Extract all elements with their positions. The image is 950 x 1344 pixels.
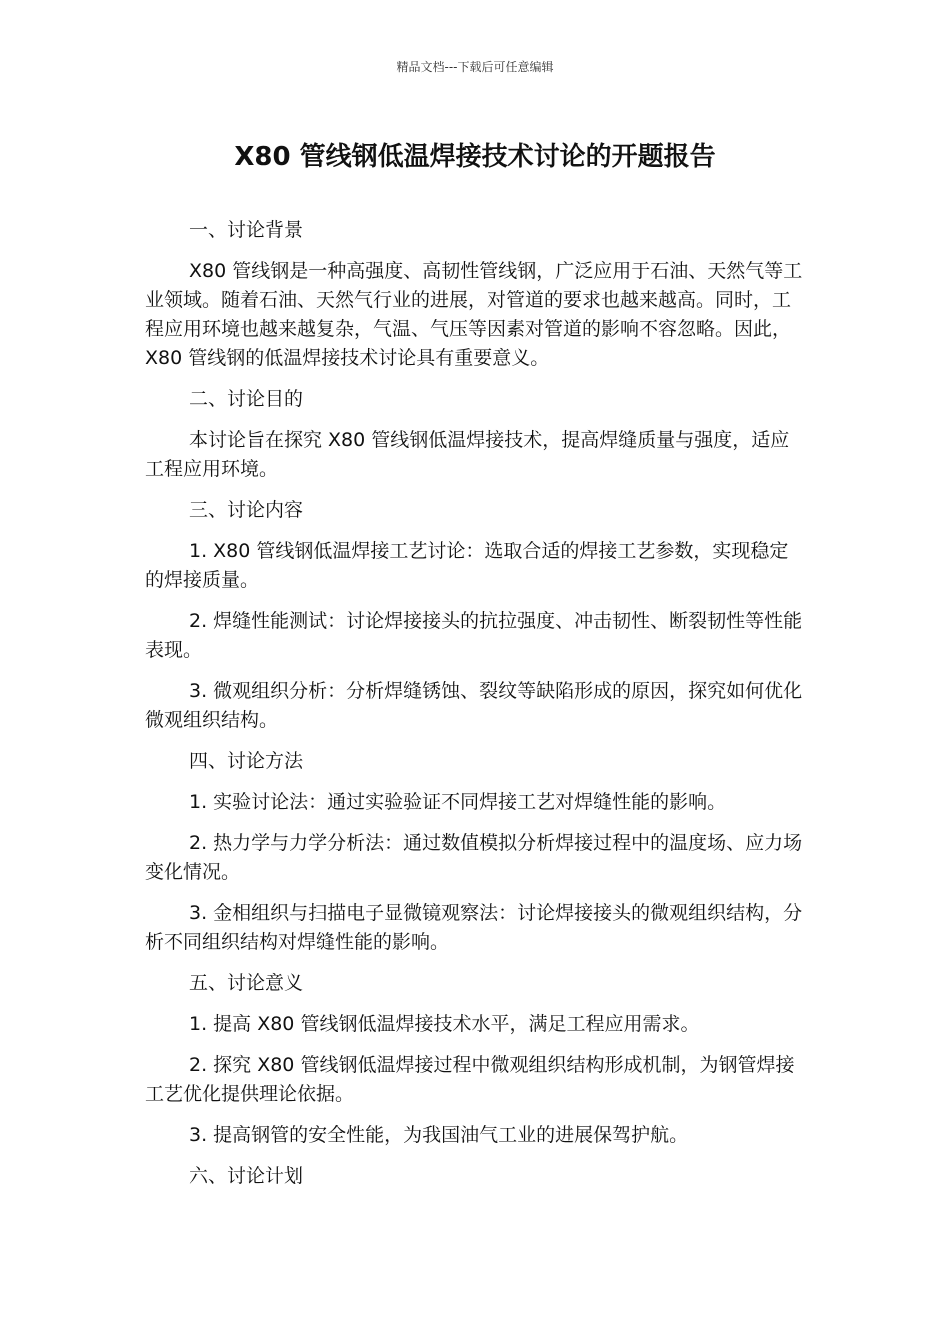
section-heading-methods: 四、讨论方法 (189, 750, 304, 772)
paragraph-significance-item-1: 1. 提高 X80 管线钢低温焊接技术水平，满足工程应用需求。 (189, 1013, 700, 1035)
paragraph-purpose: 本讨论旨在探究 X80 管线钢低温焊接技术，提高焊缝质量与强度，适应工程应用环境。 (145, 429, 790, 480)
header-note: 精品文档---下载后可任意编辑 (396, 60, 554, 74)
section-heading-plan: 六、讨论计划 (189, 1165, 304, 1187)
paragraph-methods-item-1: 1. 实验讨论法：通过实验验证不同焊接工艺对焊缝性能的影响。 (189, 791, 727, 813)
paragraph-methods-item-3: 3. 金相组织与扫描电子显微镜观察法：讨论焊接接头的微观组织结构，分析不同组织结构对焊缝性能的影响。 (145, 902, 803, 953)
document-title: X80 管线钢低温焊接技术讨论的开题报告 (234, 142, 716, 172)
paragraph-content-item-2: 2. 焊缝性能测试：讨论焊接接头的抗拉强度、冲击韧性、断裂韧性等性能表现。 (145, 610, 803, 661)
paragraph-content-item-3: 3. 微观组织分析：分析焊缝锈蚀、裂纹等缺陷形成的原因，探究如何优化微观组织结构。 (145, 680, 803, 731)
section-heading-content: 三、讨论内容 (189, 499, 304, 521)
paragraph-significance-item-2: 2. 探究 X80 管线钢低温焊接过程中微观组织结构形成机制，为钢管焊接工艺优化提供理论依据。 (145, 1054, 795, 1105)
paragraph-content-item-1: 1. X80 管线钢低温焊接工艺讨论：选取合适的焊接工艺参数，实现稳定的焊接质量。 (145, 540, 789, 591)
section-heading-purpose: 二、讨论目的 (189, 388, 304, 410)
section-heading-background: 一、讨论背景 (189, 219, 304, 241)
paragraph-methods-item-2: 2. 热力学与力学分析法：通过数值模拟分析焊接过程中的温度场、应力场变化情况。 (145, 832, 803, 883)
paragraph-significance-item-3: 3. 提高钢管的安全性能，为我国油气工业的进展保驾护航。 (189, 1124, 689, 1146)
section-heading-significance: 五、讨论意义 (189, 972, 304, 994)
document-body (145, 216, 807, 1203)
paragraph-background: X80 管线钢是一种高强度、高韧性管线钢，广泛应用于石油、天然气等工业领域。随着石油、天然气行业的进展，对管道的要求也越来越高。同时，工程应用环境也越来越复杂，气温、气压等因素对管道的影响不容忽略。因此，X80 管线钢的低温焊接技术讨论具有重要意义。 (145, 260, 803, 369)
